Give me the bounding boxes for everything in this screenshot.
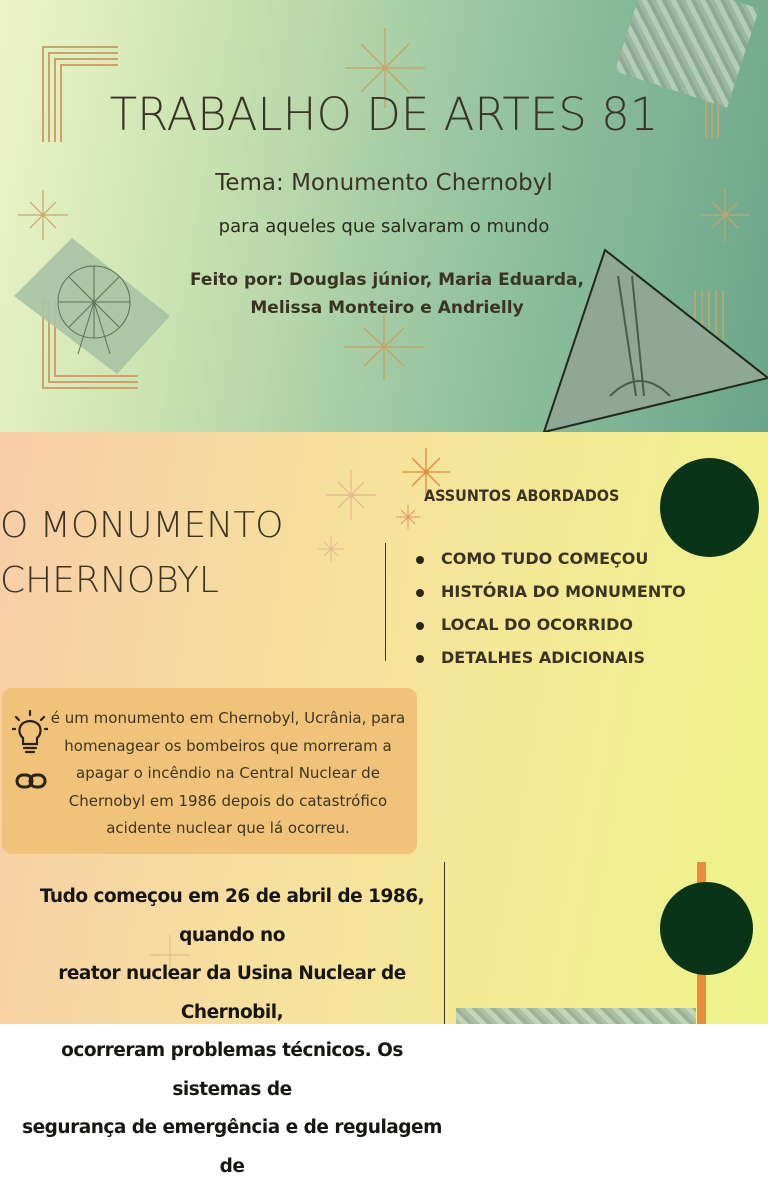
topic-item: COMO TUDO COMEÇOU: [412, 545, 686, 578]
credits-line-2: Melissa Monteiro e Andrielly: [250, 298, 524, 318]
section-heading: [0, 498, 284, 608]
bottom-photo: [456, 1008, 696, 1024]
sparkle-icon: [396, 505, 420, 529]
cover-theme: Tema: Monumento Chernobyl: [215, 170, 553, 196]
topics-title: ASSUNTOS ABORDADOS: [424, 486, 620, 505]
info-line: é um monumento em Chernobyl, Ucrânia, para: [50, 709, 406, 727]
body-line: reator nuclear da Usina Nuclear de Chernobil,: [58, 963, 406, 1023]
decorative-circle: [660, 458, 759, 557]
sparkle-icon: [326, 470, 376, 520]
topic-item: LOCAL DO OCORRIDO: [412, 611, 686, 644]
topics-list: [412, 545, 686, 677]
body-text: [18, 878, 446, 1186]
body-line: segurança de emergência e de regulagem de: [22, 1117, 442, 1177]
body-line: Tudo começou em 26 de abril de 1986, quando no: [39, 886, 425, 946]
info-line: homenagear os bombeiros que morreram a: [64, 736, 392, 755]
credits-line-1: Feito por: Douglas júnior, Maria Eduarda,: [190, 270, 584, 290]
topic-item: DETALHES ADICIONAIS: [412, 644, 686, 677]
body-line: ocorreram problemas técnicos. Os sistemas de: [61, 1040, 403, 1100]
topic-item: HISTÓRIA DO MONUMENTO: [412, 578, 686, 611]
sparkle-icon: [318, 536, 344, 562]
divider-line: [444, 862, 445, 1024]
section-heading-line-1: O MONUMENTO: [0, 505, 284, 546]
cover-slide: [0, 0, 768, 432]
cover-subtitle: para aqueles que salvaram o mundo: [218, 216, 550, 237]
divider-line: [385, 543, 386, 661]
info-text: [40, 705, 416, 843]
decorative-circle: [660, 882, 753, 975]
info-line: Chernobyl em 1986 depois do catastrófico: [68, 791, 388, 810]
cover-credits: [120, 266, 654, 322]
info-line: acidente nuclear que lá ocorreu.: [106, 819, 350, 837]
section-heading-line-2: CHERNOBYL: [0, 560, 219, 601]
cover-title: TRABALHO DE ARTES 81: [109, 88, 659, 141]
sparkle-icon: [344, 314, 424, 380]
info-line: apagar o incêndio na Central Nuclear de: [76, 764, 380, 782]
